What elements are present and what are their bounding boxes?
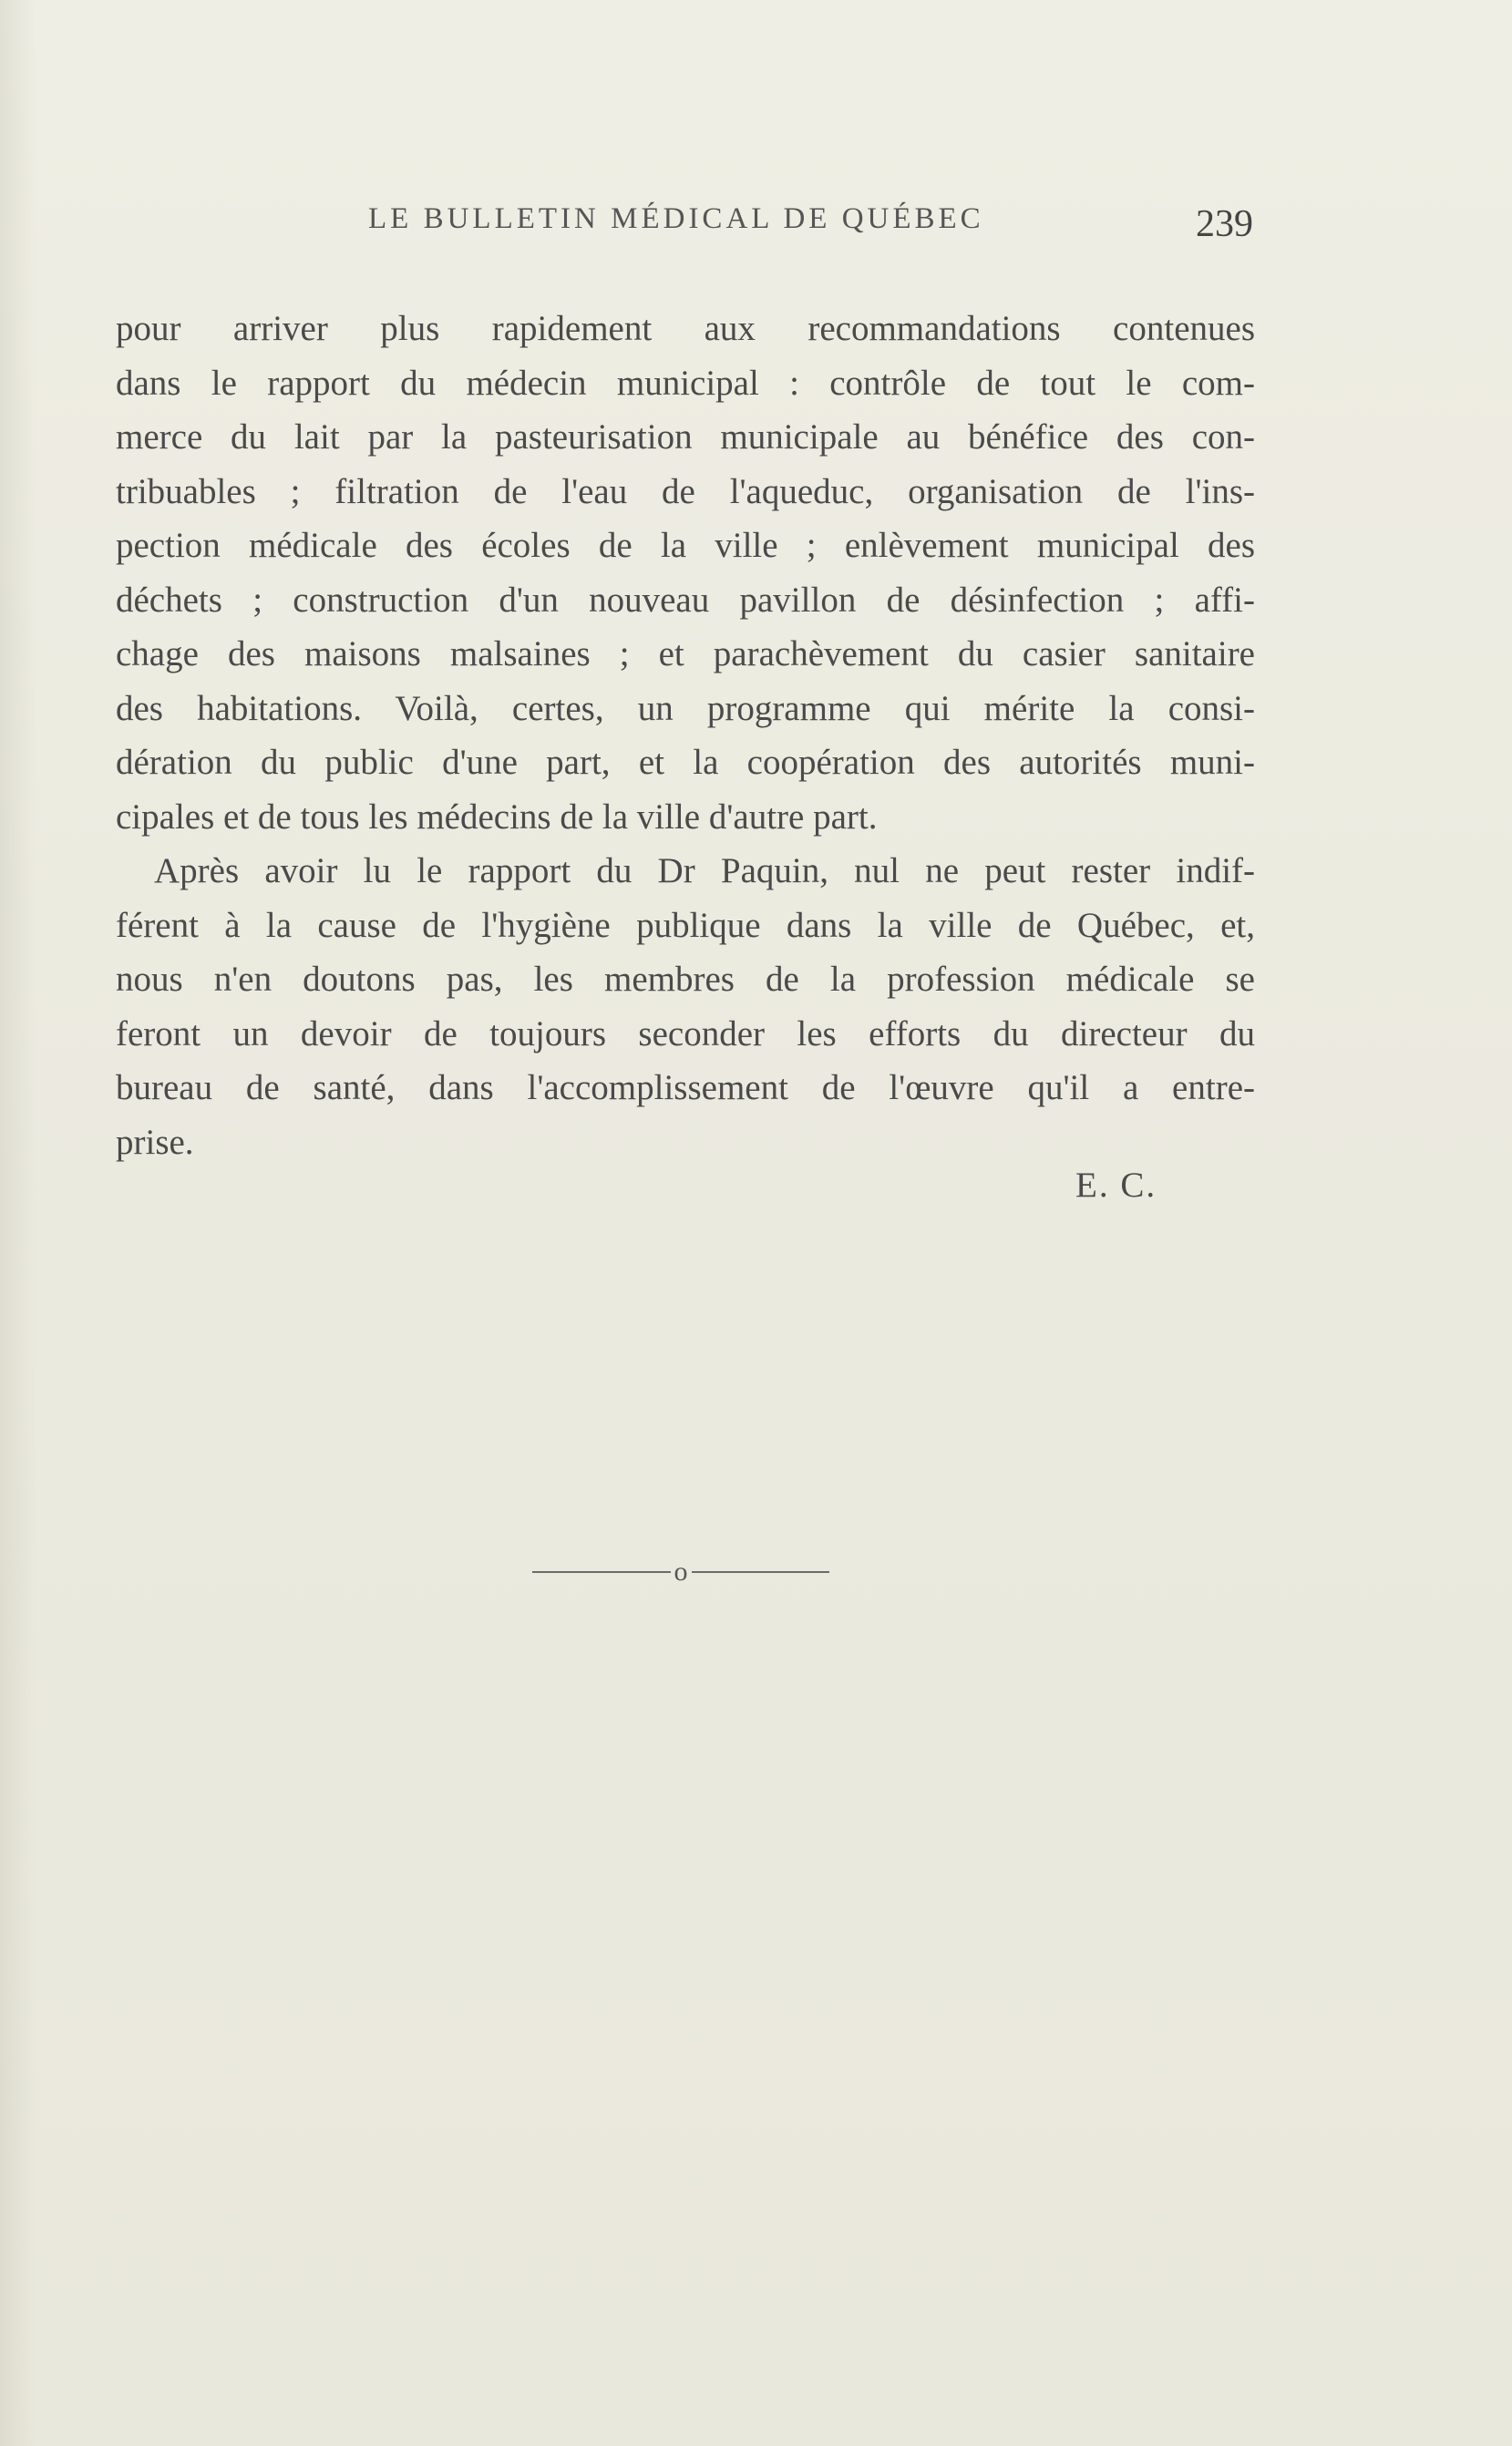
text-line: chage des maisons malsaines ; et parachèvement du casier sanitaire [116,634,1255,673]
text-line: merce du lait par la pasteurisation municipale au bénéfice des con- [116,417,1255,457]
text-line: tribuables ; filtration de l'eau de l'aqueduc, organisation de l'ins- [116,471,1255,511]
page-number: 239 [1196,203,1253,245]
text-line: dération du public d'une part, et la coopération des autorités muni- [116,743,1255,782]
text-line: dans le rapport du médecin municipal : contrôle de tout le com- [116,363,1255,403]
text-line: Après avoir lu le rapport du Dr Paquin, nul ne peut rester indif- [154,851,1255,890]
text-line: pection médicale des écoles de la ville ; enlèvement municipal des [116,526,1255,565]
text-line: cipales et de tous les médecins de la ville d'autre part. [116,796,878,837]
author-signature: E. C. [1075,1166,1157,1205]
separator-mark: o [674,1557,688,1587]
text-line: férent à la cause de l'hygiène publique dans la ville de Québec, et, [116,905,1255,945]
text-line: des habitations. Voilà, certes, un programme qui mérite la consi- [116,688,1255,728]
running-head-title: LE BULLETIN MÉDICAL DE QUÉBEC [368,202,984,235]
text-line: pour arriver plus rapidement aux recommandations contenues [116,309,1255,348]
text-line: nous n'en doutons pas, les membres de la profession médicale se [116,960,1255,999]
separator-rule-right [692,1571,830,1573]
text-line: prise. [116,1122,194,1162]
text-line: feront un devoir de toujours seconder les efforts du directeur du [116,1013,1255,1053]
article-body [116,302,1255,1169]
separator-rule-left [532,1571,671,1573]
section-separator [532,1552,829,1592]
text-line: déchets ; construction d'un nouveau pavillon de désinfection ; affi- [116,580,1255,620]
text-line: bureau de santé, dans l'accomplissement de l'œuvre qu'il a entre- [116,1068,1255,1107]
